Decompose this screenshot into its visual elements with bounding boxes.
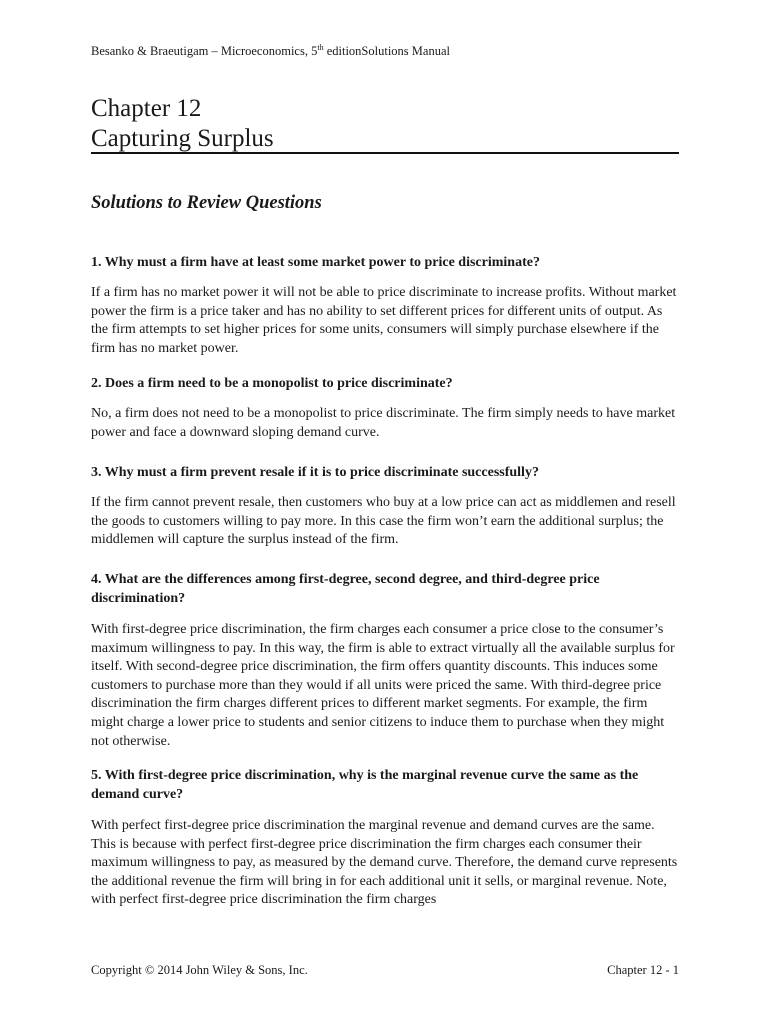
edition-superscript: th	[317, 43, 324, 52]
question-1: 1. Why must a firm have at least some market power to price discriminate?	[91, 255, 540, 270]
question-block-4	[91, 570, 681, 749]
question-4: 4. What are the differences among first-degree, second degree, and third-degree price discrimination?	[91, 572, 600, 606]
question-3: 3. Why must a firm prevent resale if it is to price discriminate successfully?	[91, 465, 539, 480]
answer-4: With first-degree price discrimination, the firm charges each consumer a price close to the consumer’s maximum willingness to pay. In this way, the firm is able to extract virtually all the available surplus for itself. With second-degree price discrimination, the firm offers quantity discounts. This induces some customers to purchase more than they would if all units were priced the same. With third-degree price discrimination the firm charges different prices to different market segments. For example, the firm might charge a lower price to students and senior citizens to induce them to purchase when they might not otherwise.	[91, 622, 675, 749]
running-header-text-end: editionSolutions Manual	[323, 44, 450, 58]
chapter-heading	[91, 94, 679, 154]
question-5: 5. With first-degree price discrimination, why is the marginal revenue curve the same as the demand curve?	[91, 768, 639, 802]
answer-5: With perfect first-degree price discrimination the marginal revenue and demand curves are the same. This is because with perfect first-degree price discrimination the firm charges each consumer their maximum willingness to pay, as measured by the demand curve. Therefore, the demand curve represents the additional revenue the firm will bring in for each additional unit it sells, or marginal revenue. Note, with perfect first-degree price discrimination the firm charges	[91, 818, 678, 908]
question-block-5	[91, 766, 681, 908]
question-block-2	[91, 374, 681, 440]
running-header-text: Besanko & Braeutigam – Microeconomics, 5	[91, 44, 318, 58]
section-heading: Solutions to Review Questions	[91, 193, 322, 213]
question-block-1	[91, 253, 681, 356]
answer-3: If the firm cannot prevent resale, then customers who buy at a low price can act as middlemen and resell the goods to customers willing to pay more. In this case the firm won’t earn the additional surplus; the middlemen will capture the surplus instead of the firm.	[91, 495, 676, 548]
question-2: 2. Does a firm need to be a monopolist to price discriminate?	[91, 376, 453, 391]
page-number: Chapter 12 - 1	[607, 963, 679, 977]
question-block-3	[91, 463, 681, 548]
copyright-notice: Copyright © 2014 John Wiley & Sons, Inc.	[91, 963, 308, 977]
answer-1: If a firm has no market power it will not be able to price discriminate to increase profits. Without market power the firm is a price taker and has no ability to set different prices for different units of output. As the firm attempts to set higher prices for some units, consumers will simply purchase elsewhere if the firm has no market power.	[91, 285, 677, 356]
running-header	[91, 44, 450, 59]
chapter-number: Chapter 12	[91, 95, 202, 122]
answer-2: No, a firm does not need to be a monopolist to price discriminate. The firm simply needs to have market power and face a downward sloping demand curve.	[91, 406, 676, 440]
chapter-title: Capturing Surplus	[91, 125, 274, 152]
chapter-divider	[91, 152, 679, 154]
